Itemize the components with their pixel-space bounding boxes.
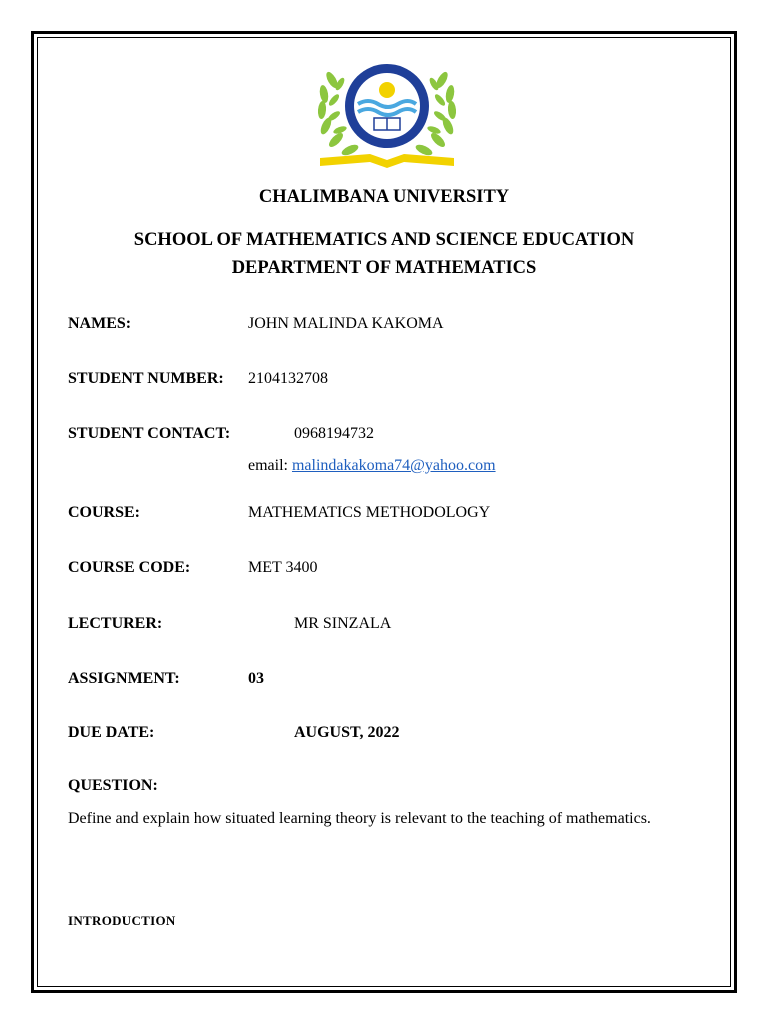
course-label: COURSE: <box>68 504 141 521</box>
names-value: JOHN MALINDA KAKOMA <box>248 315 444 332</box>
assignment-value: 03 <box>248 670 264 687</box>
university-name: CHALIMBANA UNIVERSITY <box>258 187 510 207</box>
course-code-label: COURSE CODE: <box>68 559 191 576</box>
due-date-label: DUE DATE: <box>68 724 155 741</box>
email-link[interactable]: malindakakoma74@yahoo.com <box>291 457 496 474</box>
question-label: QUESTION: <box>68 777 158 794</box>
names-label: NAMES: <box>68 315 132 332</box>
course-code-value: MET 3400 <box>248 559 318 576</box>
department-name: DEPARTMENT OF MATHEMATICS <box>231 258 537 278</box>
due-date-value: AUGUST, 2022 <box>294 724 400 741</box>
question-text: Define and explain how situated learning theory is relevant to the teaching of mathematics. <box>68 810 651 827</box>
school-name: SCHOOL OF MATHEMATICS AND SCIENCE EDUCATION <box>133 230 635 250</box>
student-contact-label: STUDENT CONTACT: <box>68 425 231 442</box>
student-number-label: STUDENT NUMBER: <box>68 370 224 387</box>
introduction-heading: INTRODUCTION <box>68 913 176 928</box>
lecturer-value: MR SINZALA <box>294 615 392 632</box>
student-number-value: 2104132708 <box>248 370 328 387</box>
email-prefix: email: <box>248 457 288 474</box>
lecturer-label: LECTURER: <box>68 615 163 632</box>
university-crest-icon <box>310 60 464 170</box>
course-value: MATHEMATICS METHODOLOGY <box>248 504 491 521</box>
student-contact-value: 0968194732 <box>294 425 374 442</box>
email-line <box>248 457 496 475</box>
assignment-label: ASSIGNMENT: <box>68 670 180 687</box>
